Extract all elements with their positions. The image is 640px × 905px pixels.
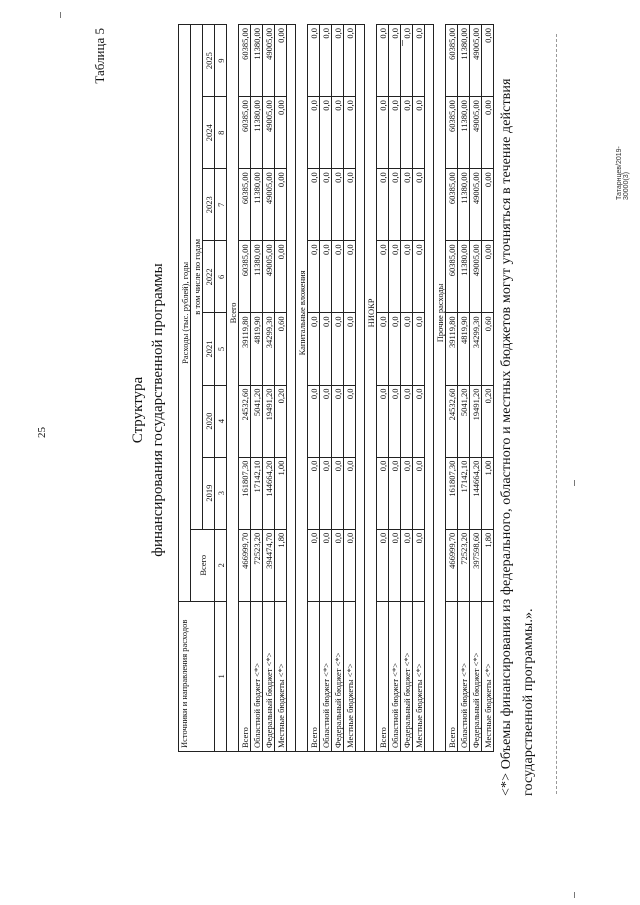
table-cell: 72523,20	[251, 529, 263, 601]
table-cell: 0,0	[332, 241, 344, 313]
table-caption: Таблица 5	[92, 28, 107, 84]
table-cell: 0,0	[413, 529, 425, 601]
column-number: 6	[215, 241, 227, 313]
column-number: 4	[215, 385, 227, 457]
document-title: Структура	[130, 376, 146, 444]
header-year: 2021	[203, 313, 215, 385]
header-year: 2020	[203, 385, 215, 457]
scan-speck	[60, 12, 61, 18]
table-cell: 161807,30	[446, 457, 458, 529]
section-title: Капитальные вложения	[296, 25, 308, 602]
table-cell: 24532,60	[239, 385, 251, 457]
table-cell: 0,0	[401, 385, 413, 457]
spacer-cell	[356, 25, 365, 752]
table-cell: 0,00	[275, 241, 287, 313]
table-cell: 60385,00	[239, 25, 251, 97]
table-cell: 17142,10	[458, 457, 470, 529]
row-label: Местные бюджеты <*>	[275, 601, 287, 751]
table-cell: 34299,30	[470, 313, 482, 385]
table-cell: 0,0	[332, 529, 344, 601]
table-cell: 397598,60	[470, 529, 482, 601]
table-cell: 0,0	[413, 313, 425, 385]
header-total: Всего	[191, 529, 215, 601]
table-cell: 0,0	[308, 457, 320, 529]
table-cell: 0,0	[344, 97, 356, 169]
section-title: Всего	[227, 25, 239, 602]
table-cell: 0,0	[344, 385, 356, 457]
section-header-row	[434, 25, 446, 752]
column-number: 2	[215, 529, 227, 601]
table-cell: 0,0	[344, 529, 356, 601]
table-cell: 49005,00	[263, 25, 275, 97]
table-cell: 0,0	[308, 25, 320, 97]
table-cell: 144664,20	[470, 457, 482, 529]
table-row	[482, 25, 494, 752]
table-cell: 0,00	[275, 169, 287, 241]
table-cell: 0,0	[332, 313, 344, 385]
table-cell: 0,20	[275, 385, 287, 457]
header-year: 2025	[203, 25, 215, 97]
table-cell: 11380,00	[458, 169, 470, 241]
header-year: 2019	[203, 457, 215, 529]
row-label: Всего	[377, 601, 389, 751]
table-cell: 0,0	[389, 25, 401, 97]
table-cell: 0,60	[482, 313, 494, 385]
table-cell: 144664,20	[263, 457, 275, 529]
table-cell: 49005,00	[263, 241, 275, 313]
section-title: НИОКР	[365, 25, 377, 602]
table-cell: 0,0	[320, 241, 332, 313]
table-cell: 49005,00	[470, 97, 482, 169]
table-cell: 60385,00	[239, 169, 251, 241]
section-header-row	[227, 25, 239, 752]
footnote: <*> Объемы финансирования из федерального, областного и местных бюджетов могут уточняться в течение действия государственной программы.».	[499, 78, 536, 796]
table-cell: 0,0	[413, 241, 425, 313]
table-cell: 1,80	[275, 529, 287, 601]
table-cell: 17142,10	[251, 457, 263, 529]
table-cell: 49005,00	[470, 169, 482, 241]
table-cell: 0,0	[377, 241, 389, 313]
table-cell: 39119,80	[446, 313, 458, 385]
table-row	[377, 25, 389, 752]
table-cell: 49005,00	[470, 241, 482, 313]
row-label: Всего	[446, 601, 458, 751]
table-cell: 0,0	[344, 313, 356, 385]
table-cell: 4819,90	[251, 313, 263, 385]
table-cell: 0,0	[413, 457, 425, 529]
table-cell: 0,0	[377, 529, 389, 601]
table-cell: 11380,00	[458, 25, 470, 97]
table-cell: 0,0	[344, 241, 356, 313]
table-cell: 0,0	[413, 97, 425, 169]
header-expenses: Расходы (тыс. рублей), годы	[179, 25, 191, 602]
table-cell: 0,0	[344, 457, 356, 529]
financing-table	[178, 24, 494, 752]
table-cell: 1,00	[482, 457, 494, 529]
table-cell: 0,0	[401, 313, 413, 385]
table-cell: 0,0	[401, 97, 413, 169]
table-cell: 0,00	[482, 25, 494, 97]
table-cell: 0,0	[377, 313, 389, 385]
table-row	[344, 25, 356, 752]
section-title: Прочие расходы	[434, 25, 446, 602]
table-cell: 34299,30	[263, 313, 275, 385]
table-cell: 60385,00	[446, 97, 458, 169]
row-label: Всего	[239, 601, 251, 751]
table-cell: 0,0	[377, 25, 389, 97]
table-cell: 4819,90	[458, 313, 470, 385]
section-spacer	[296, 601, 308, 751]
table-cell: 0,0	[377, 169, 389, 241]
table-cell: 5041,20	[251, 385, 263, 457]
table-cell: 0,0	[320, 457, 332, 529]
table-cell: 11380,00	[458, 241, 470, 313]
table-cell: 0,0	[413, 385, 425, 457]
divider	[556, 34, 557, 794]
table-cell: 0,0	[332, 385, 344, 457]
table-cell: 0,0	[401, 25, 413, 97]
section-header-row	[365, 25, 377, 752]
table-cell: 0,0	[377, 385, 389, 457]
table-cell: 0,0	[320, 25, 332, 97]
table-row	[251, 25, 263, 752]
table-row	[263, 25, 275, 752]
table-cell: 0,00	[482, 241, 494, 313]
table-row	[275, 25, 287, 752]
table-cell: 0,0	[344, 169, 356, 241]
table-row	[446, 25, 458, 752]
table-cell: 0,0	[377, 457, 389, 529]
table-cell: 0,0	[401, 241, 413, 313]
header-year: 2024	[203, 97, 215, 169]
rotated-page	[0, 20, 640, 800]
table-cell: 466999,70	[446, 529, 458, 601]
table-cell: 24532,60	[446, 385, 458, 457]
page-number: 25	[36, 427, 48, 438]
row-label: Всего	[308, 601, 320, 751]
table-row	[389, 25, 401, 752]
column-number: 5	[215, 313, 227, 385]
table-cell: 19491,20	[263, 385, 275, 457]
section-header-row	[296, 25, 308, 752]
table-cell: 0,0	[332, 457, 344, 529]
column-number: 1	[215, 601, 227, 751]
table-cell: 0,0	[308, 529, 320, 601]
table-row	[239, 25, 251, 752]
header-block	[0, 20, 180, 800]
table-cell: 0,0	[401, 169, 413, 241]
table-cell: 60385,00	[446, 241, 458, 313]
table-cell: 0,0	[389, 529, 401, 601]
row-label: Федеральный бюджет <*>	[263, 601, 275, 751]
section-spacer	[365, 601, 377, 751]
spacer-row	[287, 25, 296, 752]
table-cell: 0,20	[482, 385, 494, 457]
table-cell: 60385,00	[446, 169, 458, 241]
table-cell: 0,0	[401, 457, 413, 529]
table-cell: 0,0	[413, 169, 425, 241]
row-label: Областной бюджет <*>	[458, 601, 470, 751]
table-cell: 0,0	[377, 97, 389, 169]
table-cell: 0,0	[389, 241, 401, 313]
table-cell: 11380,00	[251, 97, 263, 169]
table-body	[227, 25, 494, 752]
table-cell: 0,0	[308, 385, 320, 457]
table-cell: 0,0	[413, 25, 425, 97]
table-cell: 0,0	[320, 385, 332, 457]
scan-speck	[574, 480, 575, 486]
table-cell: 49005,00	[263, 97, 275, 169]
table-cell: 11380,00	[458, 97, 470, 169]
header-source: Источники и направления расходов	[179, 601, 215, 751]
table-cell: 60385,00	[446, 25, 458, 97]
table-cell: 0,0	[332, 169, 344, 241]
column-number: 9	[215, 25, 227, 97]
table-cell: 72523,20	[458, 529, 470, 601]
table-cell: 0,0	[308, 97, 320, 169]
row-label: Местные бюджеты <*>	[413, 601, 425, 751]
table-cell: 1,80	[482, 529, 494, 601]
table-row	[332, 25, 344, 752]
spacer-row	[356, 25, 365, 752]
table-cell: 0,00	[275, 97, 287, 169]
spacer-cell	[287, 25, 296, 752]
row-label: Местные бюджеты <*>	[482, 601, 494, 751]
table-cell: 0,60	[275, 313, 287, 385]
scan-speck	[402, 40, 403, 46]
row-label: Областной бюджет <*>	[251, 601, 263, 751]
document-subtitle: финансирования государственной программы	[150, 263, 166, 557]
scan-speck	[574, 892, 575, 898]
table-cell: 11380,00	[251, 169, 263, 241]
table-row	[413, 25, 425, 752]
table-cell: 60385,00	[239, 97, 251, 169]
table-cell: 0,0	[320, 313, 332, 385]
table-row	[320, 25, 332, 752]
row-label: Областной бюджет <*>	[320, 601, 332, 751]
column-number: 7	[215, 169, 227, 241]
table-cell: 0,00	[482, 169, 494, 241]
scan-tag: Татарнцев/2019-30000(3)	[616, 146, 630, 200]
table-cell: 49005,00	[470, 25, 482, 97]
table-cell: 19491,20	[470, 385, 482, 457]
table-row	[308, 25, 320, 752]
table-cell: 0,00	[482, 97, 494, 169]
table-cell: 0,0	[389, 385, 401, 457]
table-row	[458, 25, 470, 752]
table-cell: 0,0	[320, 97, 332, 169]
header-year: 2023	[203, 169, 215, 241]
table-cell: 0,0	[320, 529, 332, 601]
table-cell: 0,0	[401, 529, 413, 601]
table-cell: 39119,80	[239, 313, 251, 385]
row-label: Федеральный бюджет <*>	[401, 601, 413, 751]
table-cell: 0,0	[389, 97, 401, 169]
column-number: 3	[215, 457, 227, 529]
table-cell: 49005,00	[263, 169, 275, 241]
row-label: Местные бюджеты <*>	[344, 601, 356, 751]
table-cell: 60385,00	[239, 241, 251, 313]
table-cell: 0,0	[308, 241, 320, 313]
section-spacer	[227, 601, 239, 751]
table-cell: 5041,20	[458, 385, 470, 457]
table-cell: 0,0	[332, 25, 344, 97]
table-cell: 0,0	[389, 169, 401, 241]
table-cell: 0,0	[389, 457, 401, 529]
column-number: 8	[215, 97, 227, 169]
table-cell: 1,00	[275, 457, 287, 529]
row-label: Федеральный бюджет <*>	[470, 601, 482, 751]
row-label: Областной бюджет <*>	[389, 601, 401, 751]
table-cell: 0,0	[308, 313, 320, 385]
table-cell: 0,0	[332, 97, 344, 169]
table-cell: 11380,00	[251, 241, 263, 313]
section-spacer	[434, 601, 446, 751]
table-cell: 394474,70	[263, 529, 275, 601]
spacer-cell	[425, 25, 434, 752]
table-cell: 11380,00	[251, 25, 263, 97]
row-label: Федеральный бюджет <*>	[332, 601, 344, 751]
table-row	[470, 25, 482, 752]
header-year: 2022	[203, 241, 215, 313]
table-cell: 0,0	[344, 25, 356, 97]
spacer-row	[425, 25, 434, 752]
table-row	[401, 25, 413, 752]
table-cell: 161807,30	[239, 457, 251, 529]
table-cell: 0,0	[308, 169, 320, 241]
header-including: в том числе по годам	[191, 25, 203, 530]
table-cell: 0,0	[320, 169, 332, 241]
table-cell: 466999,70	[239, 529, 251, 601]
table-cell: 0,0	[389, 313, 401, 385]
table-cell: 0,00	[275, 25, 287, 97]
